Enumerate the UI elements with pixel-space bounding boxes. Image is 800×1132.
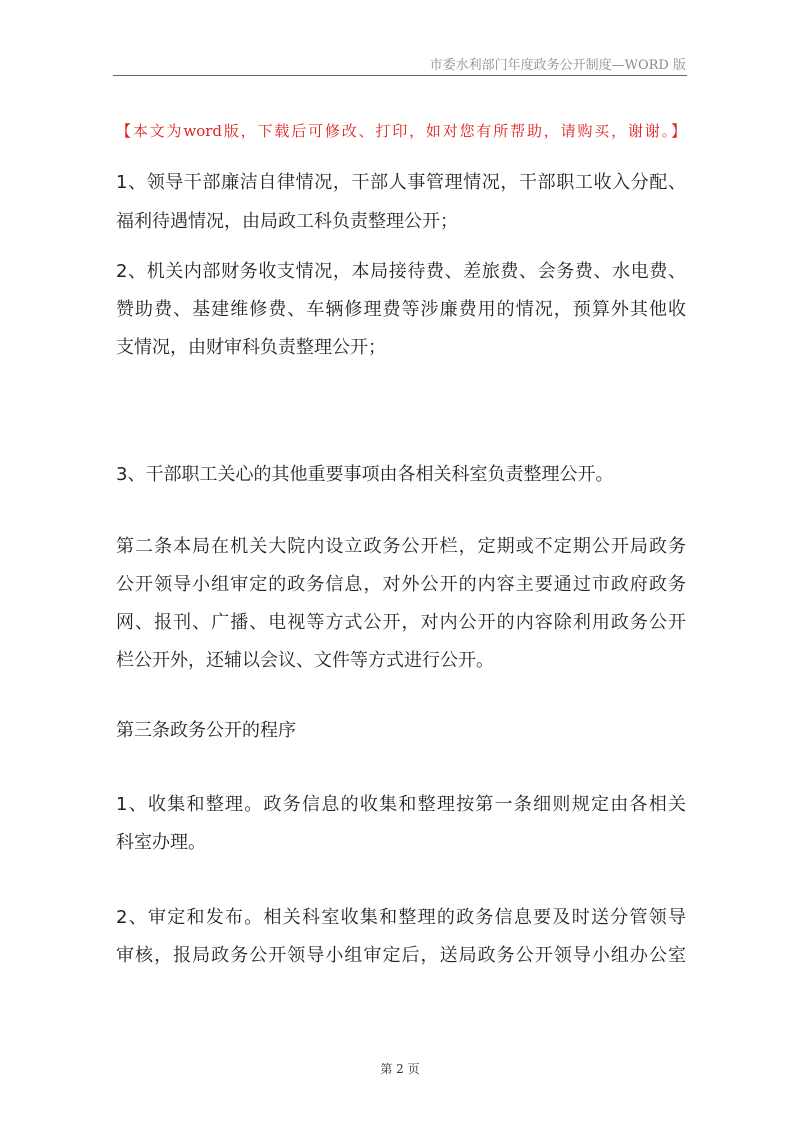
paragraph-line: 2、机关内部财务收支情况，本局接待费、差旅费、会务费、水电费、 <box>116 261 686 282</box>
paragraph-line: 福利待遇情况，由局政工科负责整理公开； <box>116 211 458 232</box>
header-rule <box>113 75 687 76</box>
paragraph-line: 2、审定和发布。相关科室收集和整理的政务信息要及时送分管领导 <box>116 907 686 928</box>
paragraph-line: 赞助费、基建维修费、车辆修理费等涉廉费用的情况，预算外其他收 <box>116 299 686 320</box>
paragraph-line: 公开领导小组审定的政务信息，对外公开的内容主要通过市政府政务 <box>116 574 686 595</box>
paragraph-line: 网、报刊、广播、电视等方式公开，对内公开的内容除利用政务公开 <box>116 612 686 633</box>
paragraph-line: 科室办理。 <box>116 832 206 853</box>
paragraph-line: 栏公开外，还辅以会议、文件等方式进行公开。 <box>116 650 494 671</box>
running-header: 市委水利部门年度政务公开制度—WORD 版 <box>429 58 686 73</box>
paragraph-line: 支情况，由财审科负责整理公开； <box>116 337 386 358</box>
download-notice: 【本文为word版，下载后可修改、打印，如对您有所帮助，请购买，谢谢。】 <box>116 122 686 140</box>
paragraph-line: 第二条本局在机关大院内设立政务公开栏，定期或不定期公开局政务 <box>116 536 686 557</box>
paragraph-line: 1、领导干部廉洁自律情况，干部人事管理情况，干部职工收入分配、 <box>116 172 686 193</box>
section-heading: 第三条政务公开的程序 <box>116 720 296 741</box>
page-number: 第 2 页 <box>380 1062 420 1076</box>
paragraph-line: 1、收集和整理。政务信息的收集和整理按第一条细则规定由各相关 <box>116 794 686 815</box>
paragraph-line: 3、干部职工关心的其他重要事项由各相关科室负责整理公开。 <box>116 464 614 485</box>
paragraph-line: 审核，报局政务公开领导小组审定后，送局政务公开领导小组办公室 <box>116 945 686 966</box>
